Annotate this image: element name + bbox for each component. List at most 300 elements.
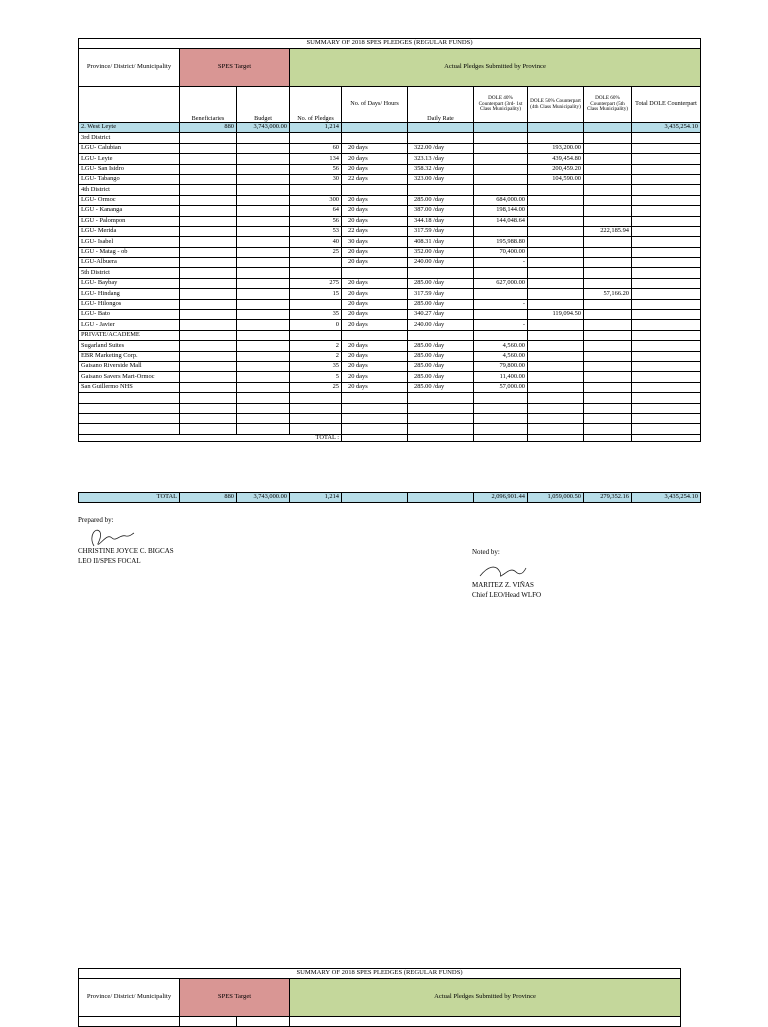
- cell-rate: [408, 268, 474, 278]
- cell-name: EBR Marketing Corp.: [79, 351, 180, 361]
- cell-name: LGU - Kananga: [79, 206, 180, 216]
- cell-name: Gaisano Riverside Mall: [79, 361, 180, 371]
- cell-bud: [237, 206, 290, 216]
- cell-d40: [474, 164, 528, 174]
- cell-rate: [408, 393, 474, 403]
- cell-d60: [584, 143, 632, 153]
- cell-days: 20 days: [342, 154, 408, 164]
- cell-bud: [237, 372, 290, 382]
- cell-bud: [237, 424, 290, 434]
- cell-tot: [632, 258, 701, 268]
- cell-name: LGU - Matag - ob: [79, 247, 180, 257]
- cell-name: [79, 393, 180, 403]
- cell-d60: [584, 216, 632, 226]
- cell-rate: [408, 424, 474, 434]
- cell-tot: [632, 330, 701, 340]
- cell-name: LGU- Calubian: [79, 143, 180, 153]
- table-row: [79, 310, 701, 320]
- prepared-signature: [86, 524, 136, 548]
- cell-d60: [584, 393, 632, 403]
- cell-ben: [180, 133, 237, 143]
- cell-pl: 275: [290, 278, 342, 288]
- cell-tot: [632, 289, 701, 299]
- table-row: [79, 289, 701, 299]
- cell-d40: 11,400.00: [474, 372, 528, 382]
- cell-bud: [237, 330, 290, 340]
- cell-rate: 285.00 /day: [408, 351, 474, 361]
- header-budget: Budget: [237, 87, 290, 123]
- total-cell: [474, 434, 528, 442]
- cell-tot: [632, 299, 701, 309]
- table-row: [79, 247, 701, 257]
- cell-d60: [584, 154, 632, 164]
- table-row: [79, 372, 701, 382]
- cell-ben: [180, 164, 237, 174]
- cell-rate: 358.32 /day: [408, 164, 474, 174]
- cell-tot: [632, 133, 701, 143]
- cell-bud: [237, 310, 290, 320]
- cell-d50: [528, 413, 584, 423]
- total-spacer: [79, 434, 290, 442]
- cell-days: [342, 133, 408, 143]
- cell-ben: [180, 216, 237, 226]
- cell-d40: 684,000.00: [474, 195, 528, 205]
- cell-d60: [584, 372, 632, 382]
- total-cell: [528, 434, 584, 442]
- cell-tot: [632, 372, 701, 382]
- cell-pl: 2: [290, 341, 342, 351]
- prepared-signatory: [78, 546, 174, 566]
- cell-d60: 222,185.94: [584, 226, 632, 236]
- cell-days: 20 days: [342, 195, 408, 205]
- cell-d60: [584, 424, 632, 434]
- cell-pl: 56: [290, 164, 342, 174]
- cell-pl: [290, 424, 342, 434]
- cell-name: LGU - Palompon: [79, 216, 180, 226]
- cell-tot: [632, 154, 701, 164]
- cell-d60: 57,166.20: [584, 289, 632, 299]
- cell-pl: [290, 258, 342, 268]
- table-row: [79, 154, 701, 164]
- cell-d50: [528, 237, 584, 247]
- cell-bud: [237, 299, 290, 309]
- prepared-by-label: Prepared by:: [78, 516, 114, 524]
- cell-bud: [237, 133, 290, 143]
- cell-rate: 322.00 /day: [408, 143, 474, 153]
- cell-d50: [528, 216, 584, 226]
- table-row: [79, 320, 701, 330]
- cell-rate: 317.59 /day: [408, 226, 474, 236]
- cell-d60: [584, 133, 632, 143]
- cell-rate: 408.31 /day: [408, 237, 474, 247]
- cell-bud: [237, 413, 290, 423]
- header-spes-target: SPES Target: [180, 49, 290, 87]
- cell-d60: [584, 195, 632, 205]
- cell-pl: [290, 413, 342, 423]
- cell-pl: 0: [290, 320, 342, 330]
- cell-d40: -: [474, 320, 528, 330]
- cell-d50: [528, 185, 584, 195]
- cell-days: 20 days: [342, 341, 408, 351]
- cell-tot: [632, 268, 701, 278]
- table-row: [79, 216, 701, 226]
- cell-tot: [632, 226, 701, 236]
- cell-days: 20 days: [342, 299, 408, 309]
- cell-ben: [180, 278, 237, 288]
- second-page-cell: [180, 1017, 237, 1027]
- cell-pl: 35: [290, 361, 342, 371]
- cell-ben: 880: [180, 123, 237, 133]
- table-row: [79, 341, 701, 351]
- cell-pl: 30: [290, 174, 342, 184]
- cell-bud: [237, 154, 290, 164]
- cell-rate: 240.00 /day: [408, 258, 474, 268]
- table-row: [79, 268, 701, 278]
- cell-d50: 439,454.80: [528, 154, 584, 164]
- cell-ben: [180, 330, 237, 340]
- cell-days: [342, 330, 408, 340]
- cell-d40: 70,400.00: [474, 247, 528, 257]
- cell-d60: [584, 237, 632, 247]
- cell-bud: [237, 278, 290, 288]
- cell-d60: [584, 320, 632, 330]
- second-page-title: SUMMARY OF 2018 SPES PLEDGES (REGULAR FUNDS): [79, 969, 681, 979]
- cell-d40: 144,048.64: [474, 216, 528, 226]
- cell-ben: [180, 195, 237, 205]
- header-beneficiaries: Beneficiaries: [180, 87, 237, 123]
- cell-bud: [237, 237, 290, 247]
- total-cell: [342, 434, 408, 442]
- cell-tot: [632, 403, 701, 413]
- cell-d40: [474, 123, 528, 133]
- cell-d60: [584, 299, 632, 309]
- cell-rate: 387.00 /day: [408, 206, 474, 216]
- cell-tot: [632, 424, 701, 434]
- cell-name: LGU- Tabango: [79, 174, 180, 184]
- cell-days: [342, 185, 408, 195]
- noted-name: MARITEZ Z. VIÑAS: [472, 581, 534, 589]
- cell-ben: [180, 237, 237, 247]
- grand-total-budget: 3,743,000.00: [237, 493, 290, 503]
- cell-d60: [584, 341, 632, 351]
- cell-name: Gaisano Savers Mart-Ormoc: [79, 372, 180, 382]
- cell-days: 20 days: [342, 320, 408, 330]
- cell-d50: 119,094.50: [528, 310, 584, 320]
- cell-tot: [632, 361, 701, 371]
- cell-ben: [180, 226, 237, 236]
- cell-d40: 627,000.00: [474, 278, 528, 288]
- cell-d60: [584, 247, 632, 257]
- cell-d60: [584, 206, 632, 216]
- table-row: [79, 393, 701, 403]
- table-row: [79, 226, 701, 236]
- cell-d60: [584, 330, 632, 340]
- cell-tot: [632, 206, 701, 216]
- header-daily-rate: Daily Rate: [408, 87, 474, 123]
- grand-total-label: TOTAL: [79, 493, 180, 503]
- header-no-pledges: No. of Pledges: [290, 87, 342, 123]
- cell-d40: -: [474, 299, 528, 309]
- second-page-header-actual: Actual Pledges Submitted by Province: [290, 979, 681, 1017]
- cell-days: 20 days: [342, 310, 408, 320]
- cell-rate: 344.18 /day: [408, 216, 474, 226]
- cell-tot: [632, 247, 701, 257]
- cell-pl: 5: [290, 372, 342, 382]
- cell-bud: [237, 195, 290, 205]
- cell-pl: 35: [290, 310, 342, 320]
- cell-days: [342, 413, 408, 423]
- header-total-dole: Total DOLE Counterpart: [632, 87, 701, 123]
- cell-ben: [180, 310, 237, 320]
- grand-total-dole40: 2,096,901.44: [474, 493, 528, 503]
- cell-days: 20 days: [342, 289, 408, 299]
- table-row: [79, 237, 701, 247]
- cell-d50: [528, 361, 584, 371]
- cell-pl: 15: [290, 289, 342, 299]
- grand-total-dole50: 1,059,000.50: [528, 493, 584, 503]
- grand-total-row: [78, 492, 701, 503]
- cell-tot: [632, 341, 701, 351]
- cell-d50: [528, 341, 584, 351]
- cell-name: [79, 403, 180, 413]
- table-row: [79, 185, 701, 195]
- cell-bud: [237, 289, 290, 299]
- cell-bud: [237, 174, 290, 184]
- cell-days: 20 days: [342, 258, 408, 268]
- cell-days: 20 days: [342, 164, 408, 174]
- cell-d40: [474, 154, 528, 164]
- cell-rate: 285.00 /day: [408, 278, 474, 288]
- cell-days: 20 days: [342, 278, 408, 288]
- cell-tot: [632, 185, 701, 195]
- cell-ben: [180, 258, 237, 268]
- cell-d50: 104,590.00: [528, 174, 584, 184]
- cell-tot: [632, 164, 701, 174]
- cell-d40: 79,800.00: [474, 361, 528, 371]
- cell-bud: [237, 247, 290, 257]
- cell-d50: [528, 382, 584, 392]
- cell-d50: [528, 123, 584, 133]
- cell-d40: 195,988.80: [474, 237, 528, 247]
- cell-d60: [584, 123, 632, 133]
- cell-rate: 285.00 /day: [408, 372, 474, 382]
- cell-tot: [632, 310, 701, 320]
- cell-bud: [237, 226, 290, 236]
- cell-d40: [474, 424, 528, 434]
- cell-tot: [632, 382, 701, 392]
- cell-rate: [408, 403, 474, 413]
- cell-days: 20 days: [342, 351, 408, 361]
- cell-ben: [180, 206, 237, 216]
- cell-name: LGU- Hilongos: [79, 299, 180, 309]
- cell-name: LGU- San Isidro: [79, 164, 180, 174]
- header-dole-60: DOLE 60% Counterpart (5th Class Municipality): [584, 87, 632, 123]
- grand-total-pledges: 1,214: [290, 493, 342, 503]
- prepared-position: LEO II/SPES FOCAL: [78, 557, 141, 565]
- header-actual-pledges: Actual Pledges Submitted by Province: [290, 49, 701, 87]
- cell-ben: [180, 185, 237, 195]
- table-row: [79, 206, 701, 216]
- header-days-hours: No. of Days/ Hours: [342, 87, 408, 123]
- cell-days: 20 days: [342, 382, 408, 392]
- cell-days: [342, 393, 408, 403]
- cell-name: 2. West Leyte: [79, 123, 180, 133]
- cell-rate: 352.00 /day: [408, 247, 474, 257]
- table-row: [79, 258, 701, 268]
- cell-name: LGU- Bato: [79, 310, 180, 320]
- cell-d60: [584, 268, 632, 278]
- cell-d40: [474, 413, 528, 423]
- cell-pl: 25: [290, 247, 342, 257]
- table-row: [79, 361, 701, 371]
- cell-name: LGU- Baybay: [79, 278, 180, 288]
- cell-bud: 3,743,000.00: [237, 123, 290, 133]
- cell-bud: [237, 403, 290, 413]
- cell-pl: 134: [290, 154, 342, 164]
- cell-d60: [584, 258, 632, 268]
- cell-ben: [180, 382, 237, 392]
- table-total-label: TOTAL :: [290, 434, 342, 442]
- total-cell: [632, 434, 701, 442]
- cell-tot: [632, 216, 701, 226]
- cell-rate: 323.13 /day: [408, 154, 474, 164]
- second-page-table: [78, 968, 681, 1027]
- cell-tot: [632, 320, 701, 330]
- cell-name: San Guillermo NHS: [79, 382, 180, 392]
- cell-name: LGU- Leyte: [79, 154, 180, 164]
- cell-d50: [528, 351, 584, 361]
- cell-d50: [528, 133, 584, 143]
- cell-pl: [290, 403, 342, 413]
- cell-days: 22 days: [342, 226, 408, 236]
- cell-d60: [584, 382, 632, 392]
- cell-ben: [180, 403, 237, 413]
- cell-ben: [180, 143, 237, 153]
- second-page-header-province: Province/ District/ Municipality: [79, 979, 180, 1017]
- table-body: [79, 123, 701, 435]
- cell-d40: 198,144.00: [474, 206, 528, 216]
- cell-ben: [180, 372, 237, 382]
- cell-days: 20 days: [342, 143, 408, 153]
- cell-days: 20 days: [342, 247, 408, 257]
- cell-pl: [290, 393, 342, 403]
- cell-pl: 56: [290, 216, 342, 226]
- cell-tot: [632, 195, 701, 205]
- cell-ben: [180, 299, 237, 309]
- cell-name: [79, 413, 180, 423]
- cell-name: LGU- Merida: [79, 226, 180, 236]
- cell-name: LGU - Javier: [79, 320, 180, 330]
- cell-d40: [474, 403, 528, 413]
- cell-d40: 4,560.00: [474, 341, 528, 351]
- second-page-cell: [237, 1017, 290, 1027]
- table-row: [79, 174, 701, 184]
- cell-pl: [290, 133, 342, 143]
- cell-ben: [180, 320, 237, 330]
- cell-ben: [180, 154, 237, 164]
- cell-bud: [237, 393, 290, 403]
- cell-name: 4th District: [79, 185, 180, 195]
- cell-ben: [180, 413, 237, 423]
- cell-days: 20 days: [342, 361, 408, 371]
- cell-days: 22 days: [342, 174, 408, 184]
- cell-bud: [237, 341, 290, 351]
- cell-ben: [180, 268, 237, 278]
- total-cell: [584, 434, 632, 442]
- cell-rate: 285.00 /day: [408, 195, 474, 205]
- cell-rate: 323.00 /day: [408, 174, 474, 184]
- cell-d50: [528, 372, 584, 382]
- cell-name: PRIVATE/ACADEME: [79, 330, 180, 340]
- cell-name: Sugarland Suites: [79, 341, 180, 351]
- cell-pl: 1,214: [290, 123, 342, 133]
- cell-ben: [180, 289, 237, 299]
- cell-rate: 285.00 /day: [408, 341, 474, 351]
- cell-rate: [408, 413, 474, 423]
- cell-d40: [474, 289, 528, 299]
- cell-days: [342, 403, 408, 413]
- cell-d50: [528, 247, 584, 257]
- cell-bud: [237, 258, 290, 268]
- cell-d50: [528, 403, 584, 413]
- cell-tot: [632, 413, 701, 423]
- table-row: [79, 413, 701, 423]
- cell-d40: [474, 310, 528, 320]
- cell-d40: 4,560.00: [474, 351, 528, 361]
- cell-pl: [290, 330, 342, 340]
- cell-d50: [528, 330, 584, 340]
- table-row: [79, 299, 701, 309]
- cell-rate: 285.00 /day: [408, 299, 474, 309]
- cell-bud: [237, 351, 290, 361]
- cell-d60: [584, 310, 632, 320]
- table-row: [79, 330, 701, 340]
- header-dole-50: DOLE 50% Counterpart (4th Class Municipality): [528, 87, 584, 123]
- noted-signatory: [472, 580, 541, 600]
- cell-bud: [237, 361, 290, 371]
- header-blank: [79, 87, 180, 123]
- table-row: [79, 164, 701, 174]
- table-row: [79, 195, 701, 205]
- cell-ben: [180, 361, 237, 371]
- table-row: [79, 382, 701, 392]
- cell-d50: [528, 226, 584, 236]
- cell-pl: [290, 185, 342, 195]
- table-row: [79, 143, 701, 153]
- cell-days: 30 days: [342, 237, 408, 247]
- cell-d40: 57,000.00: [474, 382, 528, 392]
- cell-d60: [584, 278, 632, 288]
- cell-ben: [180, 247, 237, 257]
- cell-days: 20 days: [342, 372, 408, 382]
- cell-d50: [528, 258, 584, 268]
- cell-d50: [528, 206, 584, 216]
- total-cell: [408, 434, 474, 442]
- cell-bud: [237, 268, 290, 278]
- cell-d40: [474, 393, 528, 403]
- cell-pl: 53: [290, 226, 342, 236]
- grand-total-days: [342, 493, 408, 503]
- cell-tot: [632, 351, 701, 361]
- cell-d40: [474, 330, 528, 340]
- table-row: [79, 133, 701, 143]
- cell-bud: [237, 320, 290, 330]
- cell-name: LGU- Isabel: [79, 237, 180, 247]
- cell-d50: [528, 424, 584, 434]
- second-page-cell: [79, 1017, 180, 1027]
- cell-name: LGU-Albuera: [79, 258, 180, 268]
- cell-d40: [474, 226, 528, 236]
